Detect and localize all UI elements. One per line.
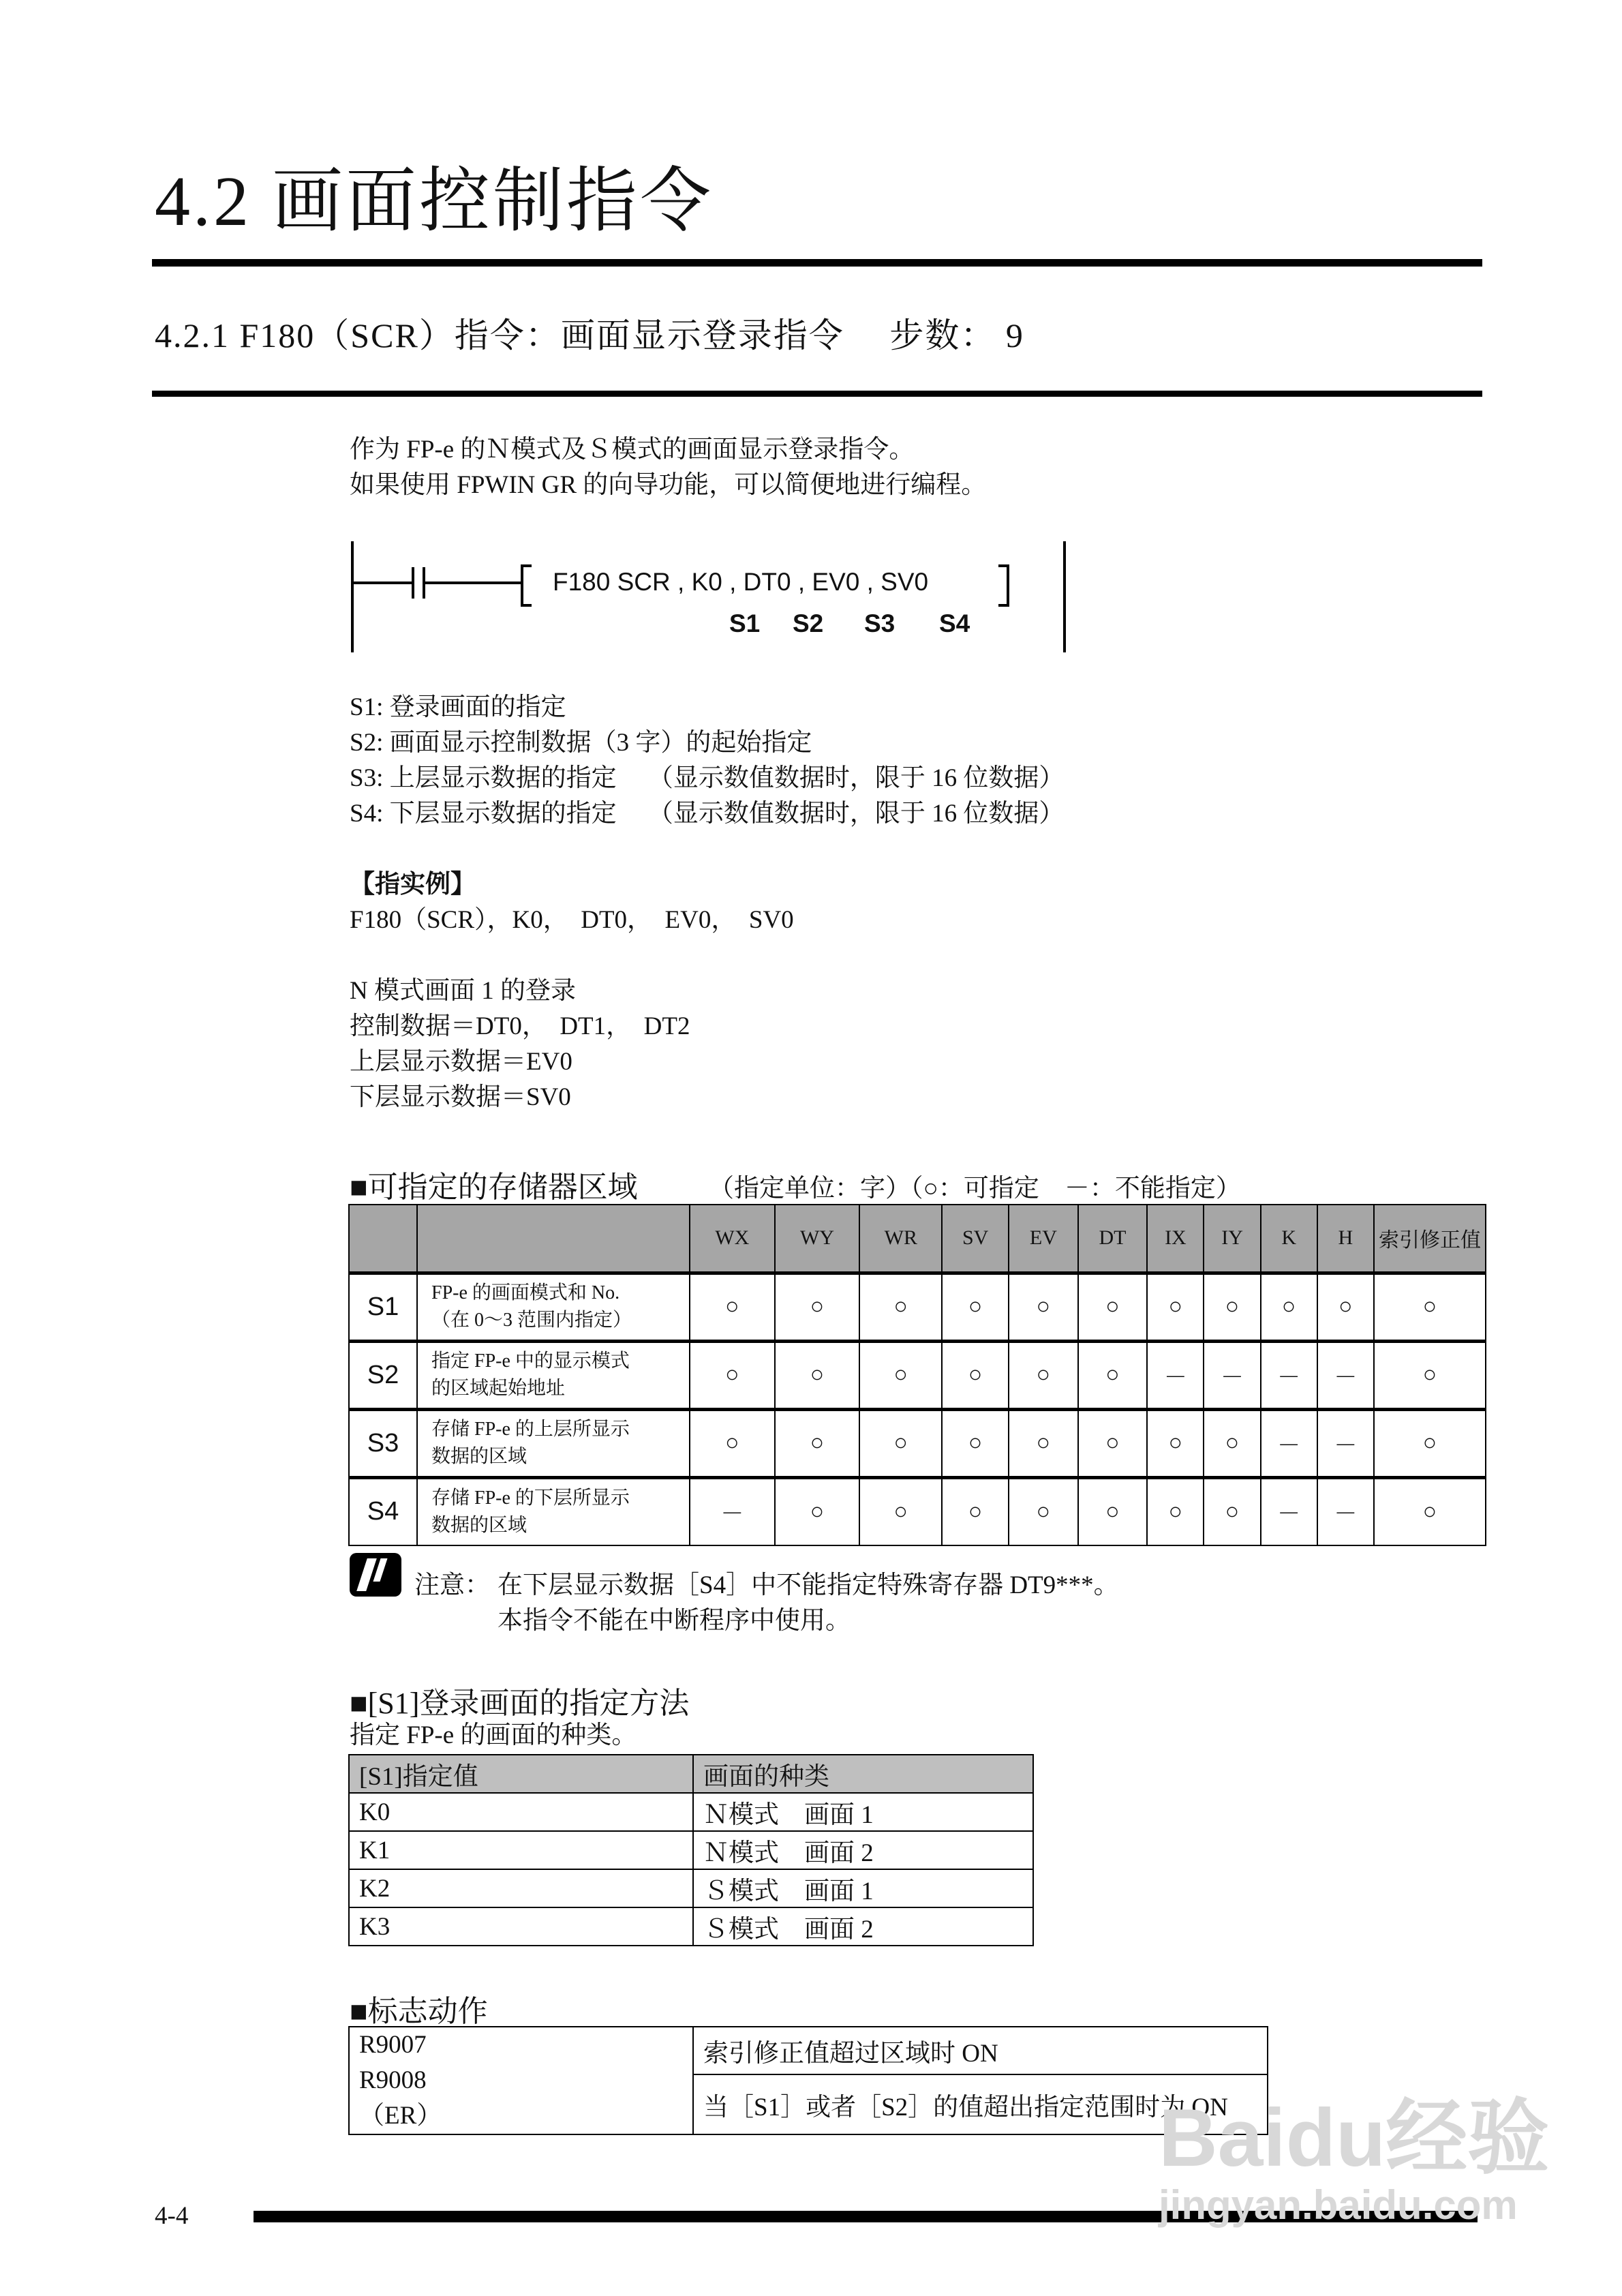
s1-spec-table — [348, 1754, 1034, 1946]
memory-legend: （指定单位：字）（○：可指定 －：不能指定） — [709, 1175, 1241, 1203]
table-row — [349, 1907, 1033, 1946]
table-row — [349, 1477, 1486, 1545]
page-number: 4-4 — [155, 2202, 189, 2230]
availability-cell: ○ — [942, 1477, 1009, 1545]
intro — [350, 432, 986, 503]
cell: K3 — [349, 1907, 693, 1946]
availability-cell: ○ — [1147, 1273, 1204, 1341]
flag-register: （ER） — [359, 2102, 442, 2130]
header-cell — [349, 1205, 417, 1273]
example-line: 下层显示数据＝SV0 — [350, 1083, 571, 1111]
memory-table — [348, 1204, 1486, 1546]
bracket-close — [998, 564, 1009, 607]
flags-heading: ■标志动作 — [350, 1995, 488, 2028]
rung-line — [352, 581, 412, 584]
availability-cell: ○ — [1374, 1409, 1486, 1477]
availability-cell: ○ — [1009, 1273, 1078, 1341]
cell: Ｓ模式 画面 2 — [693, 1907, 1033, 1946]
availability-cell: ○ — [1147, 1409, 1204, 1477]
availability-cell: ○ — [690, 1409, 775, 1477]
right-power-rail — [1063, 541, 1066, 652]
operand-label: S4 — [939, 609, 970, 637]
bracket-open — [521, 564, 532, 607]
column-header: WX — [690, 1205, 775, 1273]
caution-icon — [350, 1553, 401, 1597]
availability-cell: ○ — [1078, 1409, 1148, 1477]
table-row — [349, 1793, 1033, 1831]
description-cell — [417, 1477, 690, 1545]
availability-cell: ○ — [942, 1341, 1009, 1409]
availability-cell: ○ — [775, 1477, 860, 1545]
description-line: （在 0～3 范围内指定） — [431, 1310, 632, 1331]
table-row — [349, 1409, 1486, 1477]
operand-label: S2 — [793, 609, 824, 637]
s1-spec-heading: ■[S1]登录画面的指定方法 — [350, 1687, 690, 1720]
availability-cell: － — [1261, 1409, 1317, 1477]
availability-cell: ○ — [859, 1341, 942, 1409]
availability-cell: ○ — [1374, 1341, 1486, 1409]
availability-cell: ○ — [1317, 1273, 1374, 1341]
availability-cell: ○ — [1204, 1273, 1260, 1341]
section-heading: 4.2.1 F180（SCR）指令：画面显示登录指令 步数： 9 — [155, 316, 1024, 354]
table-row — [349, 1869, 1033, 1907]
description-cell — [417, 1409, 690, 1477]
intro-line: 如果使用 FPWIN GR 的向导功能，可以简便地进行编程。 — [350, 471, 987, 499]
operand-desc: S3: 上层显示数据的指定 （显示数值数据时，限于 16 位数据） — [350, 764, 1065, 792]
availability-cell: ○ — [859, 1273, 942, 1341]
watermark-url: jingyan.baidu.com — [1159, 2182, 1518, 2228]
column-header: H — [1317, 1205, 1374, 1273]
operand-descriptions — [350, 690, 1064, 832]
operand-label: S3 — [864, 609, 896, 637]
description-line: 数据的区域 — [431, 1446, 527, 1467]
availability-cell: － — [1261, 1477, 1317, 1545]
column-header: 索引修正值 — [1374, 1205, 1486, 1273]
description-line: 的区域起始地址 — [431, 1378, 566, 1399]
availability-cell: － — [1261, 1341, 1317, 1409]
caution-label: 注意： — [414, 1571, 490, 1599]
availability-cell: ○ — [775, 1409, 860, 1477]
column-header: DT — [1078, 1205, 1148, 1273]
availability-cell: ○ — [1374, 1273, 1486, 1341]
availability-cell: － — [1317, 1409, 1374, 1477]
description-line: FP-e 的画面模式和 No. — [431, 1282, 620, 1303]
caution-line: 在下层显示数据［S4］中不能指定特殊寄存器 DT9***。 — [498, 1571, 1119, 1599]
s1-spec-desc: 指定 FP-e 的画面的种类。 — [350, 1721, 637, 1749]
flag-desc: 索引修正值超过区域时 ON — [693, 2027, 1268, 2074]
cell: Ｓ模式 画面 1 — [693, 1869, 1033, 1907]
description-line: 存储 FP-e 的上层所显示 — [431, 1419, 630, 1440]
cell: Ｎ模式 画面 2 — [693, 1831, 1033, 1869]
column-header: EV — [1009, 1205, 1078, 1273]
availability-cell: － — [1317, 1477, 1374, 1545]
operand-cell: S1 — [349, 1273, 417, 1341]
rung-line — [424, 581, 523, 584]
description-line: 存储 FP-e 的下层所显示 — [431, 1487, 630, 1509]
left-power-rail — [351, 541, 354, 652]
availability-cell: ○ — [1078, 1341, 1148, 1409]
availability-cell: － — [690, 1477, 775, 1545]
cell: K2 — [349, 1869, 693, 1907]
contact-icon — [412, 567, 414, 599]
availability-cell: ○ — [1009, 1477, 1078, 1545]
flags-table — [348, 2026, 1268, 2135]
caution-text — [498, 1568, 1119, 1639]
intro-line: 作为 FP-e 的Ｎ模式及Ｓ模式的画面显示登录指令。 — [350, 436, 915, 464]
column-header: WR — [859, 1205, 942, 1273]
availability-cell: ○ — [1204, 1409, 1260, 1477]
availability-cell: ○ — [690, 1273, 775, 1341]
availability-cell: ○ — [859, 1409, 942, 1477]
instruction-text: F180 SCR , K0 , DT0 , EV0 , SV0 — [553, 568, 929, 596]
flag-register: R9007 — [359, 2031, 427, 2059]
header-cell: 画面的种类 — [693, 1755, 1033, 1793]
availability-cell: ○ — [775, 1341, 860, 1409]
availability-cell: － — [1204, 1341, 1260, 1409]
cell: K1 — [349, 1831, 693, 1869]
flag-desc: 当［S1］或者［S2］的值超出指定范围时为 ON — [693, 2074, 1268, 2134]
table-row — [349, 1831, 1033, 1869]
availability-cell: ○ — [775, 1273, 860, 1341]
description-cell — [417, 1273, 690, 1341]
availability-cell: ○ — [1374, 1477, 1486, 1545]
title-divider — [152, 259, 1482, 267]
operand-label: S1 — [729, 609, 761, 637]
cell: K0 — [349, 1793, 693, 1831]
column-header: SV — [942, 1205, 1009, 1273]
example-line: N 模式画面 1 的登录 — [350, 977, 576, 1005]
availability-cell: ○ — [1078, 1273, 1148, 1341]
example-code: F180（SCR），K0， DT0， EV0， SV0 — [350, 906, 794, 934]
column-header: K — [1261, 1205, 1317, 1273]
example — [350, 867, 794, 1115]
availability-cell: ○ — [859, 1477, 942, 1545]
availability-cell: ○ — [1078, 1477, 1148, 1545]
operand-cell: S3 — [349, 1409, 417, 1477]
availability-cell: ○ — [690, 1341, 775, 1409]
example-heading: 【指实例】 — [350, 871, 476, 898]
table-row — [349, 1273, 1486, 1341]
memory-heading: ■可指定的存储器区域 — [350, 1170, 638, 1204]
flag-registers — [349, 2027, 693, 2134]
operand-cell: S2 — [349, 1341, 417, 1409]
availability-cell: ○ — [1204, 1477, 1260, 1545]
caution-line: 本指令不能在中断程序中使用。 — [498, 1607, 851, 1635]
column-header: IY — [1204, 1205, 1260, 1273]
availability-cell: ○ — [942, 1273, 1009, 1341]
table-row — [349, 1341, 1486, 1409]
section-divider — [152, 391, 1482, 397]
description-line: 数据的区域 — [431, 1514, 527, 1536]
availability-cell: ○ — [942, 1409, 1009, 1477]
operand-desc: S4: 下层显示数据的指定 （显示数值数据时，限于 16 位数据） — [350, 800, 1065, 828]
availability-cell: ○ — [1009, 1409, 1078, 1477]
availability-cell: ○ — [1009, 1341, 1078, 1409]
page-title: 4.2 画面控制指令 — [155, 162, 714, 241]
availability-cell: ○ — [1147, 1477, 1204, 1545]
cell: Ｎ模式 画面 1 — [693, 1793, 1033, 1831]
column-header: IX — [1147, 1205, 1204, 1273]
example-line: 控制数据＝DT0， DT1， DT2 — [350, 1012, 690, 1040]
availability-cell: ○ — [1261, 1273, 1317, 1341]
operand-cell: S4 — [349, 1477, 417, 1545]
example-line: 上层显示数据＝EV0 — [350, 1048, 572, 1076]
header-cell — [417, 1205, 690, 1273]
availability-cell: － — [1147, 1341, 1204, 1409]
header-cell: [S1]指定值 — [349, 1755, 693, 1793]
availability-cell: － — [1317, 1341, 1374, 1409]
description-cell — [417, 1341, 690, 1409]
operand-desc: S1: 登录画面的指定 — [350, 693, 566, 721]
flag-register: R9008 — [359, 2066, 427, 2094]
watermark-logo: Baidu经验 — [1159, 2092, 1550, 2184]
description-line: 指定 FP-e 中的显示模式 — [431, 1350, 630, 1372]
column-header: WY — [775, 1205, 860, 1273]
operand-desc: S2: 画面显示控制数据（3 字）的起始指定 — [350, 729, 812, 757]
